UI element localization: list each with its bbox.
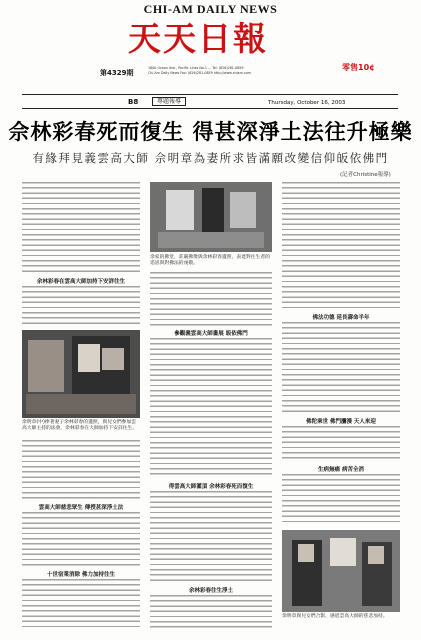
section-heading: 雲高大師慈悲眾生 傳授甚深淨土法 bbox=[38, 505, 124, 511]
contact-info bbox=[148, 66, 338, 75]
article-text-block bbox=[282, 182, 400, 310]
section-label: 專題報導 bbox=[152, 97, 186, 106]
masthead-english-title: CHI-AM DAILY NEWS bbox=[143, 2, 278, 16]
article-text-block bbox=[22, 286, 140, 326]
article-text-block bbox=[150, 595, 272, 631]
page-number: B8 bbox=[128, 98, 139, 106]
contact-line: Chi-Am Daily News Fax: (626)281-0859 http://www.chiam.com bbox=[148, 70, 251, 75]
article-text-block bbox=[282, 474, 400, 526]
altar-photo bbox=[150, 182, 272, 252]
article-byline: (記者Christine報導) bbox=[340, 172, 391, 178]
article-text-block bbox=[150, 491, 272, 583]
article-text-block bbox=[22, 512, 140, 567]
photo-caption: 余明章與兒女們合影，感恩雲高大師的慈悲加持。 bbox=[282, 614, 388, 619]
photo-caption: 余家的佛堂，莊嚴佛像與余林彩春遺照，表達對往生者的追思與對佛法的虔敬。 bbox=[150, 255, 270, 266]
article-text-block bbox=[282, 322, 400, 414]
section-heading: 佛法功德 延長壽命半年 bbox=[312, 315, 370, 321]
divider bbox=[22, 94, 398, 95]
article-text-block bbox=[22, 440, 140, 500]
issue-number: 第4329期 bbox=[100, 69, 134, 77]
divider bbox=[22, 108, 398, 109]
section-heading: 生病無痛 病苦全消 bbox=[318, 467, 364, 473]
publish-date: Thursday, October 16, 2003 bbox=[268, 100, 346, 106]
masthead-chinese-title: 天天日報 bbox=[128, 19, 268, 58]
masthead-logo bbox=[128, 18, 296, 60]
family-photo bbox=[282, 530, 400, 612]
section-heading: 參觀義雲高大師畫展 皈依佛門 bbox=[174, 331, 248, 337]
article-text-block bbox=[22, 182, 140, 274]
article-subheadline: 有緣拜見義雲高大師 佘明章為妻所求皆滿願改變信仰皈依佛門 bbox=[32, 151, 389, 165]
article-headline: 佘林彩春死而復生 得甚深淨土法往升極樂 bbox=[8, 119, 413, 144]
article-text-block bbox=[282, 426, 400, 462]
section-heading: 佛陀乘世 佛門瀰漫 天人來迎 bbox=[306, 419, 376, 425]
section-heading: 余林彩春在雲高大師加持下安詳往生 bbox=[36, 279, 125, 285]
portrait-photo bbox=[22, 330, 140, 418]
article-text-block bbox=[150, 338, 272, 478]
article-text-block bbox=[150, 272, 272, 326]
section-heading: 得雲高大師灌頂 余林彩春死而復生 bbox=[168, 484, 254, 490]
price-tag: 零售10¢ bbox=[342, 63, 375, 72]
section-heading: 余林彩春往生淨土 bbox=[188, 588, 233, 594]
section-heading: 十世宿業消除 佛力加持往生 bbox=[47, 572, 115, 578]
article-text-block bbox=[22, 579, 140, 631]
photo-caption: 余明章(中)捧著妻子余林彩春的遺照，與兒女們參加雲高大師主持的法會，余林彩春在大師加持下安詳往生。 bbox=[22, 420, 138, 431]
contact-line: 1600 Ocean Ave., Pacific Lines No.1 ... Tel: (626)281-0859 bbox=[148, 66, 244, 70]
